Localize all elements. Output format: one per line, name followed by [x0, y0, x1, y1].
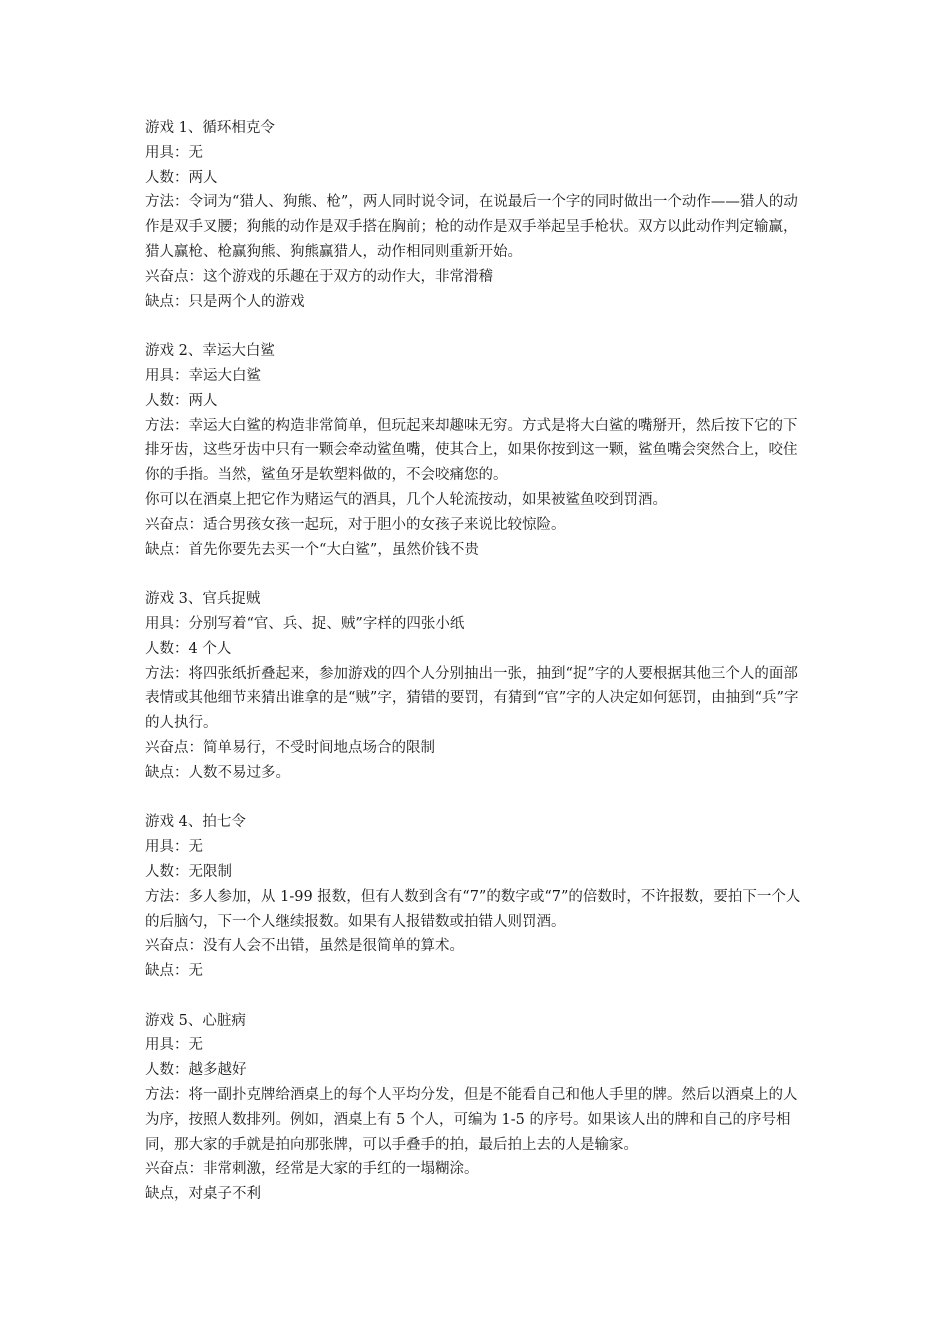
game-players: 人数：无限制 [145, 863, 232, 880]
game-players: 人数：两人 [145, 169, 218, 186]
game-drawback: 缺点：人数不易过多。 [145, 764, 290, 781]
game-section-2 [145, 339, 810, 562]
game-drawback: 缺点：只是两个人的游戏 [145, 293, 305, 310]
game-drawback: 缺点，对桌子不利 [145, 1186, 261, 1203]
game-excitement: 兴奋点：这个游戏的乐趣在于双方的动作大，非常滑稽 [145, 268, 493, 285]
game-drawback: 缺点：无 [145, 963, 203, 980]
game-method-extra: 你可以在酒桌上把它作为赌运气的酒具，几个人轮流按动，如果被鲨鱼咬到罚酒。 [145, 491, 667, 508]
game-title: 游戏 4、拍七令 [145, 814, 246, 831]
game-title: 游戏 2、幸运大白鲨 [145, 343, 275, 360]
game-title: 游戏 5、心脏病 [145, 1012, 246, 1029]
game-method: 方法：令词为“猎人、狗熊、枪”，两人同时说令词，在说最后一个字的同时做出一个动作——猎人的动作是双手叉腰；狗熊的动作是双手搭在胸前；枪的动作是双手举起呈手枪状。双方以此动作判定输赢，猎人赢枪、枪赢狗熊、狗熊赢猎人，动作相同则重新开始。 [145, 194, 798, 260]
game-tools: 用具：分别写着“官、兵、捉、贼”字样的四张小纸 [145, 615, 465, 632]
game-tools: 用具：无 [145, 144, 203, 161]
game-excitement: 兴奋点：没有人会不出错，虽然是很简单的算术。 [145, 938, 464, 955]
game-tools: 用具：无 [145, 839, 203, 856]
game-drawback: 缺点：首先你要先去买一个“大白鲨”，虽然价钱不贵 [145, 541, 479, 558]
game-section-1 [145, 116, 810, 314]
game-excitement: 兴奋点：简单易行，不受时间地点场合的限制 [145, 739, 435, 756]
game-excitement: 兴奋点：适合男孩女孩一起玩，对于胆小的女孩子来说比较惊险。 [145, 516, 566, 533]
game-title: 游戏 1、循环相克令 [145, 120, 275, 136]
game-method: 方法：将一副扑克牌给酒桌上的每个人平均分发，但是不能看自己和他人手里的牌。然后以酒桌上的人为序，按照人数排列。例如，酒桌上有 5 个人，可编为 1-5 的序号。如果该人出的牌和自己的序号相同，那大家的手就是拍向那张牌，可以手叠手的拍，最后拍上去的人是输家。 [145, 1087, 798, 1153]
game-method: 方法：多人参加，从 1-99 报数，但有人数到含有“7”的数字或“7”的倍数时，不许报数，要拍下一个人的后脑勺，下一个人继续报数。如果有人报错数或拍错人则罚酒。 [145, 888, 801, 930]
game-method: 方法：将四张纸折叠起来，参加游戏的四个人分别抽出一张，抽到“捉”字的人要根据其他三个人的面部表情或其他细节来猜出谁拿的是“贼”字，猜错的要罚，有猜到“官”字的人决定如何惩罚，由抽到“兵”字的人执行。 [145, 665, 799, 732]
game-title: 游戏 3、官兵捉贼 [145, 591, 261, 608]
game-tools: 用具：幸运大白鲨 [145, 367, 261, 384]
game-excitement: 兴奋点：非常刺激，经常是大家的手红的一塌糊涂。 [145, 1161, 479, 1178]
game-players: 人数：4 个人 [145, 640, 232, 657]
game-section-3 [145, 587, 810, 785]
game-section-5 [145, 1009, 810, 1207]
game-players: 人数：两人 [145, 392, 218, 409]
game-section-4 [145, 810, 810, 984]
game-players: 人数：越多越好 [145, 1062, 247, 1079]
game-tools: 用具：无 [145, 1037, 203, 1054]
game-method: 方法：幸运大白鲨的构造非常简单，但玩起来却趣味无穷。方式是将大白鲨的嘴掰开，然后按下它的下排牙齿，这些牙齿中只有一颗会牵动鲨鱼嘴，使其合上，如果你按到这一颗，鲨鱼嘴会突然合上，咬住你的手指。当然，鲨鱼牙是软塑料做的，不会咬痛您的。 [145, 417, 798, 484]
document-page [145, 116, 810, 1232]
